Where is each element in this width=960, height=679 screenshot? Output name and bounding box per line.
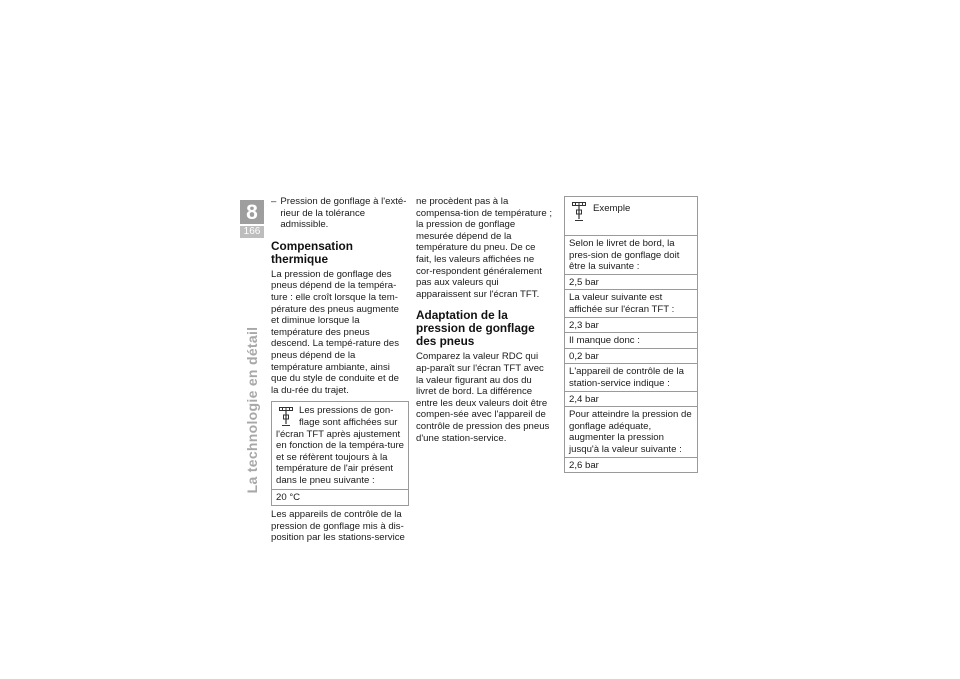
paragraph-temperature: La pression de gonflage des pneus dépend de la tempéra-ture : elle croît lorsque la tem-pérature des pneus augmente et diminue lorsque la température des pneus descend. La tempé-rature des pneus dépend de la température ambiante, ainsi que du style de conduite et de la du-rée du trajet. [271,268,400,396]
bullet-item [271,196,407,231]
example-row: La valeur suivante est affichée sur l'écran TFT : [565,289,697,316]
example-label: Exemple [593,203,631,214]
example-row: 2,6 bar [565,457,697,473]
note-box [271,401,409,506]
example-row: 0,2 bar [565,348,697,364]
dash-bullet-icon: – [271,196,277,207]
note-value: 20 °C [272,489,408,505]
heading-temperature-compensation: Compensation thermique [271,238,353,266]
column-left [271,196,407,544]
chapter-side-title: La technologie en détail [244,326,260,494]
example-row: 2,4 bar [565,391,697,407]
example-row: Il manque donc : [565,332,697,348]
example-row: Selon le livret de bord, la pres-sion de gonflage doit être la suivante : [565,235,697,274]
column-right [564,196,698,473]
page-number: 166 [240,226,264,238]
chapter-number-badge: 8 [240,200,264,224]
heading-pressure-adjustment: Adaptation de la pression de gonflage des pneus [416,308,535,349]
example-row: 2,3 bar [565,317,697,333]
example-table [564,196,698,473]
column-middle [416,196,552,444]
note-text: Les pressions de gon-flage sont affichées sur l'écran TFT après ajustement en fonction de la tempéra-ture et se réfèrent toujours à la température de l'air présent dans le pneu suivante : [276,405,404,486]
example-header [565,197,697,235]
note-body [272,402,408,489]
example-row: 2,5 bar [565,274,697,290]
paragraph-continuation: ne procèdent pas à la compensa-tion de température ; la pression de gonflage mesurée dépend de la température du pneu. De ce fait, les valeurs affichées ne cor-respondent généralement pas aux valeurs qui apparaissent sur l'écran TFT. [416,196,552,300]
tire-pressure-example-icon [571,201,587,223]
example-row: Pour atteindre la pression de gonflage adéquate, augmenter la pression jusqu'à la valeur suivante : [565,406,697,456]
bullet-text: Pression de gonflage à l'exté-rieur de la tolérance admissible. [280,196,407,231]
paragraph-compare-rdc: Comparez la valeur RDC qui ap-paraît sur l'écran TFT avec la valeur figurant au dos du livret de bord. La différence entre les deux valeurs doit être compen-sée avec l'appareil de contrôle de pression des pneus d'une station-service. [416,351,550,444]
example-row: L'appareil de contrôle de la station-service indique : [565,363,697,390]
tire-pressure-note-icon [278,406,294,428]
paragraph-service-gauges: Les appareils de contrôle de la pression de gonflage mis à dis-position par les stations-service [271,509,405,544]
